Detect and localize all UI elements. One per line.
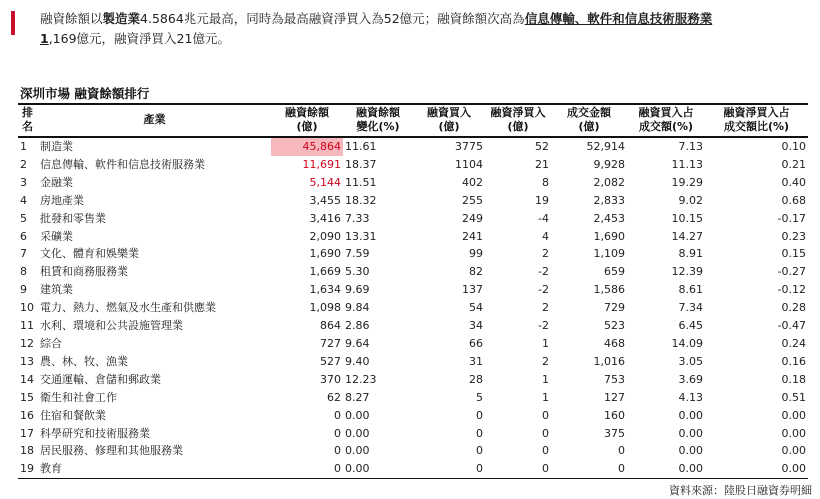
cell-rank: 11: [20, 319, 34, 333]
cell-industry: 批發和零售業: [40, 211, 106, 225]
cell-industry: 建筑業: [40, 283, 73, 297]
table-row: [18, 407, 808, 425]
table-row: [18, 335, 808, 353]
cell-turnover: 2,453: [593, 211, 625, 225]
intro-part3: ,169億元，融資淨買入21億元。: [48, 31, 230, 46]
cell-balance-change: 9.64: [345, 336, 370, 350]
cell-net-buy: 0: [542, 444, 549, 458]
table-row: [18, 210, 808, 228]
table-body: [18, 137, 808, 479]
cell-balance-change: 0.00: [345, 408, 370, 422]
cell-rank: 9: [20, 283, 27, 297]
table-row: [18, 263, 808, 281]
cell-buy: 82: [469, 265, 483, 279]
cell-net-buy: 1: [542, 336, 549, 350]
intro-top-industry: 製造業: [102, 11, 141, 26]
cell-balance: 1,669: [309, 265, 341, 279]
cell-net-buy: 21: [535, 157, 549, 171]
cell-industry: 制造業: [40, 140, 73, 153]
cell-balance: 0: [334, 408, 341, 422]
cell-buy-pct: 10.15: [671, 211, 703, 225]
margin-balance-table: [18, 103, 808, 479]
table-title: 深圳市場 融資餘額排行: [20, 86, 150, 101]
cell-rank: 15: [20, 390, 34, 404]
cell-net-buy-pct: -0.17: [777, 211, 806, 225]
table-row: [18, 174, 808, 192]
cell-net-buy-pct: 0.00: [781, 462, 806, 476]
cell-industry: 住宿和餐飲業: [40, 408, 106, 422]
cell-rank: 12: [20, 336, 34, 350]
table-row: [18, 460, 808, 478]
cell-net-buy: -4: [538, 211, 549, 225]
cell-turnover: 0: [618, 444, 625, 458]
cell-balance: 45,864: [271, 137, 343, 156]
cell-rank: 10: [20, 301, 34, 315]
table-row: [18, 389, 808, 407]
cell-balance: 11,691: [302, 157, 341, 171]
cell-buy: 0: [476, 444, 483, 458]
table-row: [18, 137, 808, 156]
cell-rank: 3: [20, 175, 27, 189]
cell-balance: 2,090: [309, 229, 341, 243]
cell-balance-change: 12.23: [345, 372, 377, 386]
table-row: [18, 192, 808, 210]
cell-balance-change: 0.00: [345, 462, 370, 476]
cell-industry: 交通運輸、倉儲和郵政業: [40, 372, 161, 386]
cell-turnover: 1,586: [593, 283, 625, 297]
cell-turnover: 1,690: [593, 229, 625, 243]
cell-turnover: 753: [604, 372, 625, 386]
cell-balance-change: 18.37: [345, 157, 377, 171]
cell-balance: 3,455: [309, 193, 341, 207]
cell-balance: 864: [320, 319, 341, 333]
cell-rank: 7: [20, 247, 27, 261]
cell-balance: 0: [334, 426, 341, 440]
cell-buy-pct: 4.13: [678, 390, 703, 404]
cell-turnover: 523: [604, 319, 625, 333]
cell-buy-pct: 3.05: [678, 354, 703, 368]
intro-second-industry: 信息傳輸、軟件和信息技術服務業: [524, 11, 713, 26]
table-row: [18, 245, 808, 263]
cell-balance: 5,144: [309, 175, 341, 189]
intro-part2: 4.5864兆元最高，同時為最高融資淨買入為52億元；融資餘額次高為: [140, 11, 525, 26]
cell-net-buy-pct: 0.00: [781, 408, 806, 422]
header-balance: 融資餘額 (億): [285, 106, 329, 133]
cell-rank: 6: [20, 229, 27, 243]
cell-rank: 1: [20, 140, 27, 153]
cell-industry: 金融業: [40, 175, 73, 189]
cell-net-buy-pct: 0.40: [781, 175, 806, 189]
cell-industry: 教育: [40, 462, 62, 476]
cell-turnover: 9,928: [593, 157, 625, 171]
cell-net-buy-pct: 0.28: [781, 301, 806, 315]
cell-net-buy-pct: 0.51: [781, 390, 806, 404]
cell-buy-pct: 0.00: [678, 462, 703, 476]
cell-turnover: 127: [604, 390, 625, 404]
cell-buy: 402: [462, 175, 483, 189]
cell-buy-pct: 9.02: [678, 193, 703, 207]
cell-net-buy: 2: [542, 247, 549, 261]
cell-balance-change: 7.59: [345, 247, 370, 261]
cell-turnover: 659: [604, 265, 625, 279]
intro-second-prefix: 1: [40, 31, 49, 46]
cell-turnover: 2,833: [593, 193, 625, 207]
cell-industry: 居民服務、修理和其他服務業: [40, 444, 183, 458]
cell-turnover: 1,016: [593, 354, 625, 368]
table-row: [18, 281, 808, 299]
cell-buy: 137: [462, 283, 483, 297]
table-row: [18, 442, 808, 460]
cell-balance-change: 9.40: [345, 354, 370, 368]
cell-buy: 3775: [455, 140, 483, 153]
cell-net-buy: 0: [542, 408, 549, 422]
cell-balance: 3,416: [309, 211, 341, 225]
cell-balance: 1,098: [309, 301, 341, 315]
cell-balance-change: 8.27: [345, 390, 370, 404]
cell-balance: 727: [320, 336, 341, 350]
cell-buy: 54: [469, 301, 483, 315]
cell-buy-pct: 7.34: [678, 301, 703, 315]
cell-buy-pct: 0.00: [678, 444, 703, 458]
cell-net-buy: 8: [542, 175, 549, 189]
table-row: [18, 156, 808, 174]
table-row: [18, 353, 808, 371]
cell-industry: 房地產業: [40, 193, 84, 207]
cell-rank: 13: [20, 354, 34, 368]
cell-turnover: 468: [604, 336, 625, 350]
table-header-row: [18, 104, 808, 137]
cell-net-buy-pct: -0.47: [777, 319, 806, 333]
cell-rank: 18: [20, 444, 34, 458]
cell-rank: 17: [20, 426, 34, 440]
cell-buy: 241: [462, 229, 483, 243]
cell-balance-change: 11.61: [345, 140, 377, 153]
cell-balance-change: 0.00: [345, 426, 370, 440]
cell-net-buy-pct: 0.15: [781, 247, 806, 261]
cell-buy: 28: [469, 372, 483, 386]
cell-rank: 16: [20, 408, 34, 422]
cell-net-buy: -2: [538, 265, 549, 279]
cell-industry: 采礦業: [40, 229, 73, 243]
cell-buy-pct: 8.61: [678, 283, 703, 297]
header-net-buy-pct: 融資淨買入占 成交額比(%): [723, 106, 790, 133]
cell-industry: 文化、體育和娛樂業: [40, 247, 139, 261]
cell-buy-pct: 14.27: [671, 229, 703, 243]
cell-industry: 電力、熱力、燃氣及水生產和供應業: [40, 301, 216, 315]
header-buy-pct: 融資買入占 成交額(%): [638, 106, 694, 133]
cell-buy-pct: 19.29: [671, 175, 703, 189]
cell-net-buy: 2: [542, 354, 549, 368]
cell-balance-change: 13.31: [345, 229, 377, 243]
cell-buy-pct: 11.13: [671, 157, 703, 171]
cell-net-buy-pct: 0.00: [781, 426, 806, 440]
cell-net-buy-pct: 0.24: [781, 336, 806, 350]
cell-buy: 1104: [455, 157, 483, 171]
cell-buy: 0: [476, 408, 483, 422]
cell-industry: 租賃和商務服務業: [40, 265, 128, 279]
header-net-buy: 融資淨買入 (億): [490, 106, 546, 133]
cell-buy: 5: [476, 390, 483, 404]
cell-net-buy: 4: [542, 229, 549, 243]
cell-buy-pct: 0.00: [678, 426, 703, 440]
cell-balance-change: 0.00: [345, 444, 370, 458]
cell-buy: 0: [476, 426, 483, 440]
table-row: [18, 317, 808, 335]
cell-net-buy: 0: [542, 462, 549, 476]
cell-industry: 衛生和社會工作: [40, 390, 117, 404]
cell-buy-pct: 3.69: [678, 372, 703, 386]
cell-rank: 8: [20, 265, 27, 279]
cell-balance-change: 11.51: [345, 175, 377, 189]
header-balance-change: 融資餘額 變化(%): [356, 106, 400, 133]
cell-balance: 62: [327, 390, 341, 404]
header-buy: 融資買入 (億): [427, 106, 471, 133]
cell-buy-pct: 6.45: [678, 319, 703, 333]
cell-buy: 34: [469, 319, 483, 333]
cell-industry: 信息傳輸、軟件和信息技術服務業: [40, 157, 205, 171]
cell-turnover: 375: [604, 426, 625, 440]
cell-buy-pct: 0.00: [678, 408, 703, 422]
cell-net-buy: -2: [538, 319, 549, 333]
cell-balance: 0: [334, 444, 341, 458]
cell-net-buy: 0: [542, 426, 549, 440]
cell-turnover: 160: [604, 408, 625, 422]
cell-net-buy-pct: 0.10: [781, 140, 806, 153]
cell-balance-change: 5.30: [345, 265, 370, 279]
cell-turnover: 0: [618, 462, 625, 476]
cell-buy-pct: 14.09: [671, 336, 703, 350]
cell-rank: 14: [20, 372, 34, 386]
cell-buy: 66: [469, 336, 483, 350]
cell-net-buy-pct: 0.21: [781, 157, 806, 171]
cell-turnover: 2,082: [593, 175, 625, 189]
cell-net-buy-pct: 0.23: [781, 229, 806, 243]
cell-rank: 5: [20, 211, 27, 225]
cell-balance-change: 9.69: [345, 283, 370, 297]
cell-rank: 2: [20, 157, 27, 171]
cell-net-buy: -2: [538, 283, 549, 297]
cell-balance-change: 9.84: [345, 301, 370, 315]
source-note: 資料來源：陸股日融資券明細: [669, 484, 812, 497]
table-row: [18, 425, 808, 443]
cell-buy-pct: 7.13: [678, 140, 703, 153]
table-row: [18, 371, 808, 389]
cell-balance-change: 2.86: [345, 319, 370, 333]
header-rank: 排 名: [22, 106, 33, 133]
cell-net-buy-pct: 0.00: [781, 444, 806, 458]
cell-net-buy-pct: 0.68: [781, 193, 806, 207]
cell-buy: 255: [462, 193, 483, 207]
intro-paragraph: [40, 9, 812, 49]
table-row: [18, 228, 808, 246]
header-turnover: 成交金額 (億): [567, 106, 611, 133]
cell-buy: 99: [469, 247, 483, 261]
cell-balance: 1,690: [309, 247, 341, 261]
cell-net-buy-pct: 0.18: [781, 372, 806, 386]
cell-industry: 綜合: [40, 336, 62, 350]
cell-rank: 4: [20, 193, 27, 207]
cell-net-buy: 52: [535, 140, 549, 153]
cell-buy: 0: [476, 462, 483, 476]
cell-turnover: 1,109: [593, 247, 625, 261]
cell-balance: 527: [320, 354, 341, 368]
cell-net-buy-pct: -0.12: [777, 283, 806, 297]
cell-net-buy: 1: [542, 390, 549, 404]
cell-net-buy: 2: [542, 301, 549, 315]
cell-buy: 249: [462, 211, 483, 225]
cell-industry: 水利、環境和公共設施管理業: [40, 319, 183, 333]
table-row: [18, 299, 808, 317]
cell-net-buy-pct: -0.27: [777, 265, 806, 279]
accent-bar: [11, 11, 15, 35]
cell-rank: 19: [20, 462, 34, 476]
cell-turnover: 729: [604, 301, 625, 315]
cell-net-buy: 19: [535, 193, 549, 207]
cell-balance: 1,634: [309, 283, 341, 297]
cell-balance-change: 7.33: [345, 211, 370, 225]
cell-buy: 31: [469, 354, 483, 368]
header-industry: 產業: [143, 113, 166, 126]
cell-turnover: 52,914: [586, 140, 625, 153]
cell-buy-pct: 12.39: [671, 265, 703, 279]
intro-part1: 融資餘額以: [40, 11, 103, 26]
cell-industry: 農、林、牧、漁業: [40, 354, 128, 368]
cell-balance: 370: [320, 372, 341, 386]
cell-net-buy: 1: [542, 372, 549, 386]
cell-buy-pct: 8.91: [678, 247, 703, 261]
cell-balance-change: 18.32: [345, 193, 377, 207]
cell-net-buy-pct: 0.16: [781, 354, 806, 368]
cell-industry: 科學研究和技術服務業: [40, 426, 150, 440]
cell-balance: 0: [334, 462, 341, 476]
